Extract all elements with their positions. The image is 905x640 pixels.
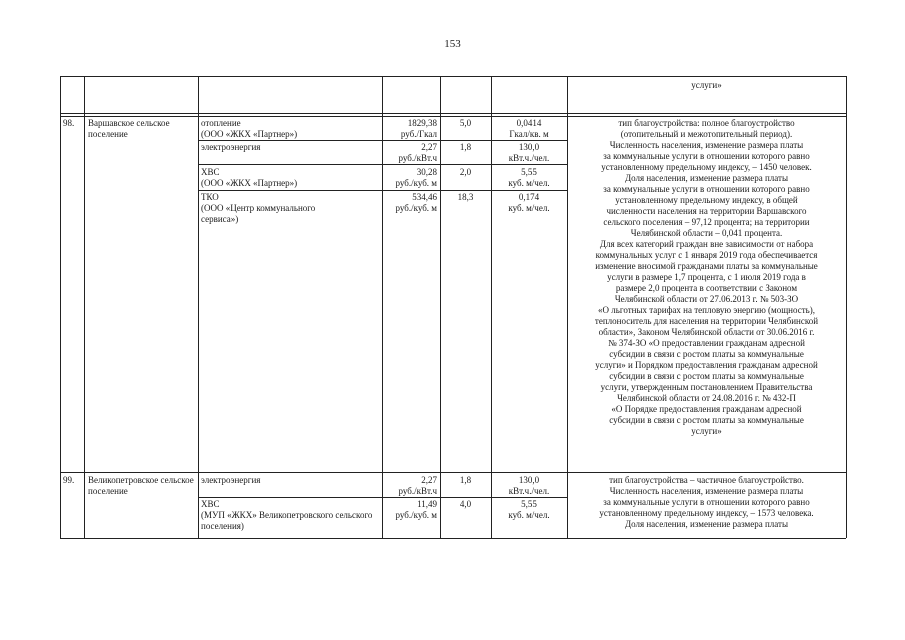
description-line: субсидии в связи с ростом платы за коммунальные [609, 415, 804, 425]
tariff-unit: руб./Гкал [400, 129, 437, 139]
description-line: услуги в размере 1,7 процента, с 1 июля 2019 года в [607, 272, 806, 282]
tariff-value: 2,27 [421, 142, 437, 152]
tariff-value: 534,46 [412, 192, 437, 202]
column-border [846, 76, 847, 538]
norm-value: 5,55 [521, 499, 537, 509]
row-separator [60, 113, 846, 114]
tariff-unit: руб./куб. м [395, 178, 437, 188]
description-line: услуги» и Порядком предоставления гражданам адресной [595, 360, 818, 370]
row-99-top-border [60, 472, 846, 473]
service-provider: (ООО «ЖКХ «Партнер») [201, 129, 298, 139]
norm-unit: куб. м/чел. [508, 510, 550, 520]
description-line: субсидии в связи с ростом платы за коммунальные [609, 371, 804, 381]
row-98-top-border [60, 116, 846, 117]
description-line: за коммунальные услуги в отношении которого равно [603, 184, 810, 194]
description-line: сельского поселения – 97,12 процента; на территории [603, 217, 810, 227]
page-number: 153 [444, 38, 461, 50]
service-name: электроэнергия [201, 475, 261, 485]
tariff-value: 30,28 [416, 167, 437, 177]
description-line: Челябинской области от 27.06.2013 г. № 503-ЗО [614, 294, 799, 304]
description-line: «О льготных тарифах на тепловую энергию (мощность), [598, 305, 815, 315]
service-name: электроэнергия [201, 142, 261, 152]
norm-unit: куб. м/чел. [508, 178, 550, 188]
description-line: (отопительный и межотопительный период). [620, 129, 793, 139]
description-line: установленному предельному индексу, в общей [615, 195, 798, 205]
row-number: 99. [63, 475, 75, 485]
norm-unit: кВт.ч./чел. [508, 486, 550, 496]
row-number: 98. [63, 118, 75, 128]
description-line: Доля населения, изменение размера платы [624, 519, 789, 529]
norm-value: 0,0414 [516, 118, 542, 128]
norm-unit: куб. м/чел. [508, 203, 550, 213]
description-line: за коммунальные услуги в отношении которого равно [603, 151, 810, 161]
column-border [60, 76, 61, 538]
norm-value: 130,0 [518, 142, 540, 152]
service-name: ХВС [201, 499, 220, 509]
tariff-unit: руб./куб. м [395, 510, 437, 520]
tariff-value: 1829,38 [407, 118, 437, 128]
tariff-value: 2,27 [421, 475, 437, 485]
description-line: за коммунальные услуги в отношении которого равно [603, 497, 810, 507]
norm-value: 5,55 [521, 167, 537, 177]
row-98-description [568, 118, 845, 437]
description-line: Численность населения, изменение размера платы [609, 140, 804, 150]
norm-unit: Гкал/кв. м [509, 129, 549, 139]
description-line: услуги» [691, 426, 722, 436]
column-border [198, 76, 199, 538]
description-line: численности населения на территории Варшавского [606, 206, 807, 216]
description-line: Численность населения, изменение размера платы [609, 486, 804, 496]
tariff-value: 11,49 [417, 499, 437, 509]
growth-index: 4,0 [459, 499, 472, 509]
description-line: коммунальных услуг с 1 января 2019 года обеспечивается [595, 250, 818, 260]
service-provider: (ООО «Центр коммунального сервиса») [201, 203, 316, 224]
description-line: области», Законом Челябинской области от 30.06.2016 г. [598, 327, 815, 337]
description-line: размере 2,0 процента в соответствии с Законом [615, 283, 798, 293]
table-top-border [60, 76, 846, 77]
norm-unit: кВт.ч./чел. [508, 153, 550, 163]
growth-index: 1,8 [459, 475, 472, 485]
description-line: тип благоустройства: полное благоустройство [618, 118, 795, 128]
description-line: Челябинской области – 0,041 процента. [630, 228, 783, 238]
service-provider: (ООО «ЖКХ «Партнер») [201, 178, 298, 188]
growth-index: 18,3 [457, 192, 474, 202]
description-line: Челябинской области от 24.08.2016 г. № 432-П [617, 393, 796, 403]
row-99-description [568, 475, 845, 530]
description-line: субсидии в связи с ростом платы за коммунальные [609, 349, 804, 359]
growth-index: 5,0 [459, 118, 472, 128]
tariff-unit: руб./кВт.ч [398, 153, 437, 163]
tariff-unit: руб./кВт.ч [398, 486, 437, 496]
description-line: установленному предельному индексу, – 1573 человека. [599, 508, 814, 518]
tariff-unit: руб./куб. м [395, 203, 437, 213]
settlement-name: Великопетровское сельское поселение [88, 475, 194, 496]
service-name: отопление [201, 118, 241, 128]
description-line: изменение вносимой гражданами платы за коммунальные [595, 261, 818, 271]
growth-index: 2,0 [459, 167, 472, 177]
description-line: «О Порядке предоставления гражданам адресной [611, 404, 802, 414]
description-line: теплоноситель для населения на территории Челябинской [594, 316, 819, 326]
description-line: услуги, утвержденным постановлением Правительства [600, 382, 813, 392]
service-name: ТКО [201, 192, 219, 202]
description-line: № 374-ЗО «О предоставлении гражданам адресной [608, 338, 805, 348]
norm-value: 0,174 [518, 192, 540, 202]
description-line: установленному предельному индексу, – 1450 человек. [601, 162, 812, 172]
description-line: Для всех категорий граждан вне зависимости от набора [599, 239, 814, 249]
norm-value: 130,0 [518, 475, 540, 485]
growth-index: 1,8 [459, 142, 472, 152]
service-name: ХВС [201, 167, 220, 177]
description-line: Доля населения, изменение размера платы [624, 173, 789, 183]
settlement-name: Варшавское сельское поселение [88, 118, 170, 139]
table-bottom-border [60, 538, 846, 539]
description-line: тип благоустройства – частичное благоустройство. [609, 475, 804, 485]
service-provider: (МУП «ЖКХ» Великопетровского сельского поселения) [201, 510, 373, 531]
header-continuation: услуги» [691, 80, 722, 90]
column-border [84, 76, 85, 538]
